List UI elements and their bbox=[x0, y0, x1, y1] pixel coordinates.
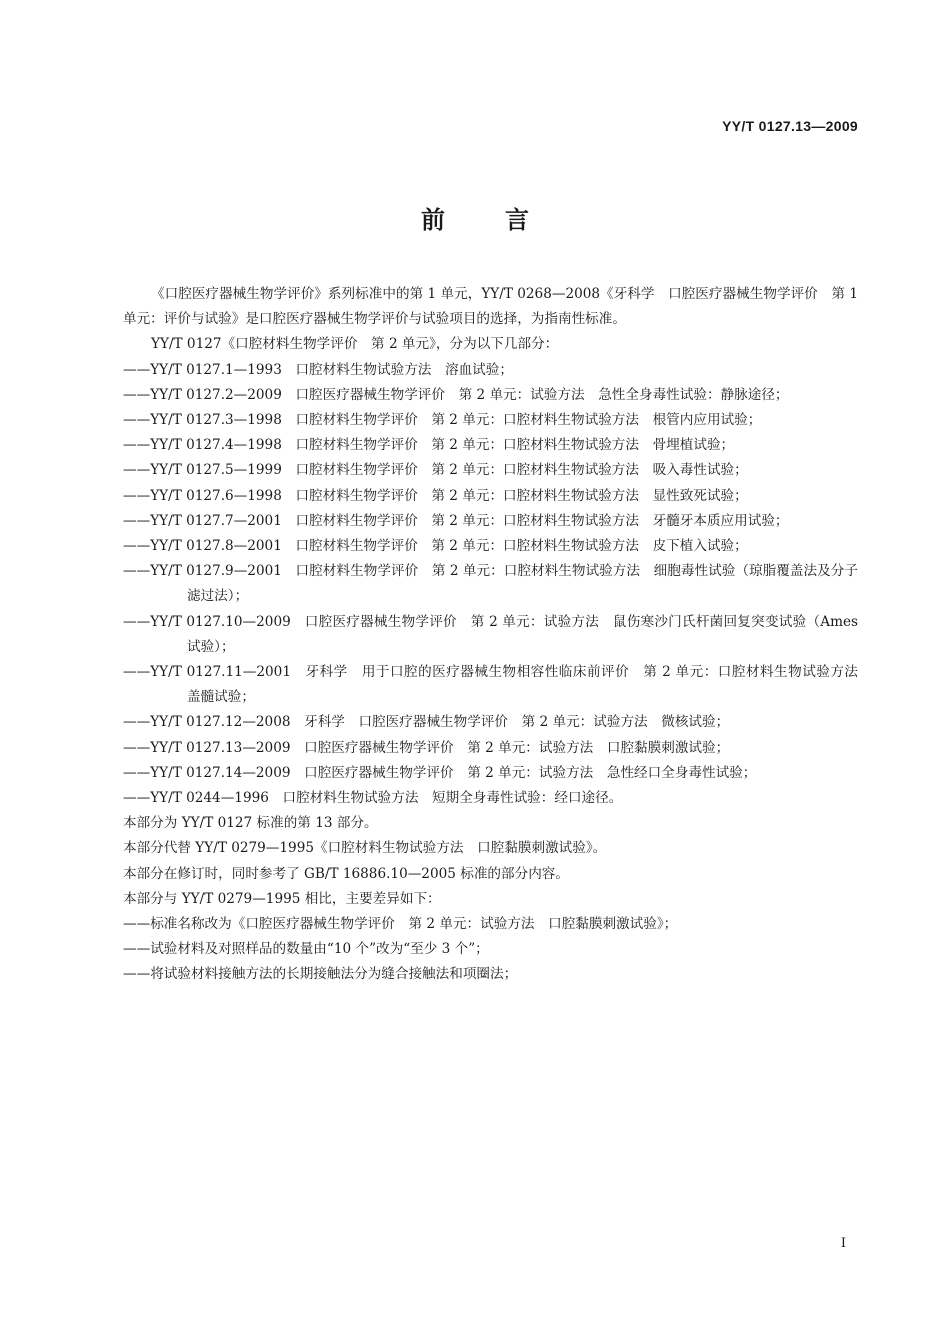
part-list-item: ——YY/T 0127.13—2009 口腔医疗器械生物学评价 第 2 单元：试验方法 口腔黏膜刺激试验； bbox=[123, 739, 730, 756]
intro-paragraph: YY/T 0127《口腔材料生物学评价 第 2 单元》，分为以下几部分： bbox=[151, 336, 559, 353]
part-list-item: ——YY/T 0127.12—2008 牙科学 口腔医疗器械生物学评价 第 2 单元：试验方法 微核试验； bbox=[123, 714, 730, 731]
intro-paragraph: 《口腔医疗器械生物学评价》系列标准中的第 1 单元，YY/T 0268—2008《牙科学 口腔医疗器械生物学评价 第 1 单元：评价与试验》是口腔医疗器械生物学评价与试验项目的选择，为指南性标准。 bbox=[123, 286, 858, 328]
part-list-item: ——YY/T 0127.11—2001 牙科学 用于口腔的医疗器械生物相容性临床前评价 第 2 单元：口腔材料生物试验方法 盖髓试验； bbox=[123, 664, 872, 706]
statement-line: 本部分为 YY/T 0127 标准的第 13 部分。 bbox=[123, 815, 378, 832]
part-list-item: ——YY/T 0127.1—1993 口腔材料生物试验方法 溶血试验； bbox=[123, 361, 513, 378]
part-list-item: ——YY/T 0244—1996 口腔材料生物试验方法 短期全身毒性试验：经口途径。 bbox=[123, 790, 623, 807]
page-number: I bbox=[840, 1236, 846, 1251]
part-list-item: ——YY/T 0127.6—1998 口腔材料生物学评价 第 2 单元：口腔材料生物试验方法 显性致死试验； bbox=[123, 487, 748, 504]
part-list-item: ——YY/T 0127.7—2001 口腔材料生物学评价 第 2 单元：口腔材料生物试验方法 牙髓牙本质应用试验； bbox=[123, 512, 789, 529]
difference-item: ——试验材料及对照样品的数量由“10 个”改为“至少 3 个”； bbox=[123, 941, 489, 958]
part-list-item: ——YY/T 0127.2—2009 口腔医疗器械生物学评价 第 2 单元：试验方法 急性全身毒性试验：静脉途径； bbox=[123, 386, 789, 403]
part-list-item: ——YY/T 0127.9—2001 口腔材料生物学评价 第 2 单元：口腔材料生物试验方法 细胞毒性试验（琼脂覆盖法及分子滤过法）； bbox=[123, 563, 858, 605]
part-list-item: ——YY/T 0127.8—2001 口腔材料生物学评价 第 2 单元：口腔材料生物试验方法 皮下植入试验； bbox=[123, 538, 748, 555]
statement-line: 本部分与 YY/T 0279—1995 相比，主要差异如下： bbox=[123, 890, 441, 907]
part-list-item: ——YY/T 0127.10—2009 口腔医疗器械生物学评价 第 2 单元：试验方法 鼠伤寒沙门氏杆菌回复突变试验（Ames 试验）； bbox=[123, 613, 858, 655]
part-list-item: ——YY/T 0127.3—1998 口腔材料生物学评价 第 2 单元：口腔材料生物试验方法 根管内应用试验； bbox=[123, 412, 762, 429]
standard-code: YY/T 0127.13—2009 bbox=[722, 118, 858, 134]
part-list-item: ——YY/T 0127.14—2009 口腔医疗器械生物学评价 第 2 单元：试验方法 急性经口全身毒性试验； bbox=[123, 764, 757, 781]
part-list-item: ——YY/T 0127.4—1998 口腔材料生物学评价 第 2 单元：口腔材料生物试验方法 骨埋植试验； bbox=[123, 437, 735, 454]
part-list-item: ——YY/T 0127.5—1999 口腔材料生物学评价 第 2 单元：口腔材料生物试验方法 吸入毒性试验； bbox=[123, 462, 748, 479]
statement-line: 本部分代替 YY/T 0279—1995《口腔材料生物试验方法 口腔黏膜刺激试验》。 bbox=[123, 840, 607, 857]
foreword-body bbox=[123, 282, 872, 988]
statement-line: 本部分在修订时，同时参考了 GB/T 16886.10—2005 标准的部分内容。 bbox=[123, 865, 569, 882]
page-title: 前言 bbox=[421, 206, 589, 234]
difference-item: ——标准名称改为《口腔医疗器械生物学评价 第 2 单元：试验方法 口腔黏膜刺激试验》； bbox=[123, 916, 678, 933]
difference-item: ——将试验材料接触方法的长期接触法分为缝合接触法和项圈法； bbox=[123, 966, 518, 983]
